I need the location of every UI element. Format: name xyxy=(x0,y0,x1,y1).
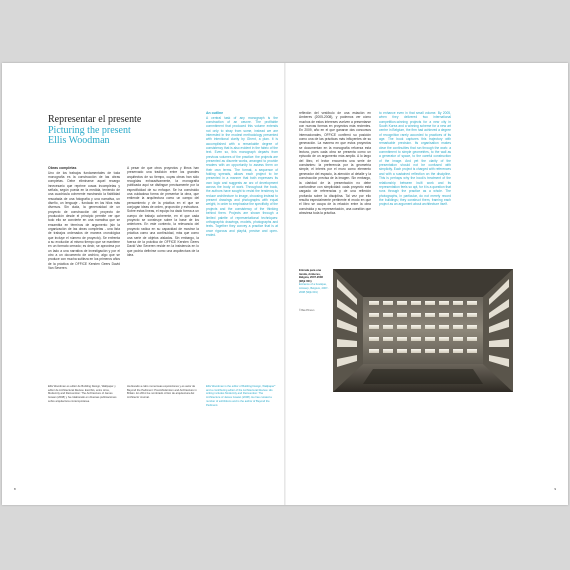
section-heading-en: An outline xyxy=(206,111,224,115)
title-english: Picturing the present xyxy=(48,124,131,136)
book-spread xyxy=(2,63,568,505)
boutique-interior-photo xyxy=(333,269,513,392)
caption-spanish: Entrada para una tienda, Amberes, Bélgica, 2007-2008 (Wijk 001) xyxy=(299,269,323,283)
footnote-1: Ellis Woodman es editor de Building Design, Wallpaper y editor de Architectural Review. Escribió, entre otros, Modernity and Reinvention: The Architecture of James Gowan (2008) y ha colaborado en diversas publicaciones sobre arquitectura contemporánea. xyxy=(48,385,117,403)
footnote-3: Ellis Woodman is the editor of Building Design, Wallpaper* and a contributing editor of the Architectural Review. His writing includes Modernity and Reinvention: The Architecture of James Gowan (2008). He has curated a number of exhibitions and is the author of Beyond the Pediment. xyxy=(206,385,276,407)
text-column-1 xyxy=(48,166,120,271)
footnote-2: Ha llevado a cabo numerosas exposiciones y es autor de Beyond the Pediment: Post-Modernism and Architecture in Britain. En 2011 fue nombrado crítico de arquitectura del Architects' Journal. xyxy=(127,385,197,400)
text-column-5 xyxy=(379,111,451,207)
page-number-right: 9 xyxy=(554,487,556,491)
column-1-body: Uno de los trabajos fundamentales de toda monografía es la construcción de las obras completas. Debe eliminarse aquel recargo innecesario que reprime cosas incompletas y señala, según pueda en la medida, teniendo de una cuadrícula coherente mostrando la fiabilidad rescatada de una fotografía y una narrativa, un diseño, un lenguaje - fundado en los hilos más diversos. Sin duda, la generosidad de un proyecto de construcción del proyecto de producción desde el principio permite ver que todo ello se convierte en una narrativa que se ensambla en términos de argumento (sin la organización de las obras completas - una lista de trabajos ordenados de manera cronológica que incluye el número de proyecto). Se enfrenta a su evolución al mismo tiempo que se mantiene en un formato cerrado; es decir, se aproxima por un lado a una narrativa de investigación y por el otro a un documento de archivo, algo que se produce con mucha sutileza en los primeros años de la práctica de OFFICE Kersten Geers David Van Severen. xyxy=(48,170,120,271)
column-3-body: A central task of any monograph is the construction of an oeuvre. The profitable commitment that produced this volume extends not only to stray from some, instead we are interested in the modest methodology presented with intentional clarity by Ghent, a plan. It is accomplished with a remarkable degree of consistency that is also evident in the fabric of the text. Even so, this monograph departs from previous volumes of the practice: the projects are presented as discrete works, arranged to provide readers with an opportunity to assess them on their own terms. The format, a sequence of folding spreads, allows each project to be presented in a manner that both expresses its own logic and suggests an arc of development across the body of work. Throughout the book, the authors have sought to resist the tendency to reduce architecture to image, choosing instead to present drawings and photographs with equal weight, in order to emphasise the specificity of the projects and the consistency of the thinking behind them. Projects are shown through a limited palette of representational techniques: orthographic drawings, models, photographs and texts. Together they convey a practice that is at once rigorous and playful, precise and open-ended. xyxy=(206,115,278,237)
page-number-left: 8 xyxy=(14,487,16,491)
text-column-3 xyxy=(206,111,278,237)
photo-credit: © Bas Princen xyxy=(299,309,315,312)
article-title-block xyxy=(48,115,141,147)
caption-english: Entrance of a boutique, Antwerp, Belgium, 2007-2008 (Wijk 001) xyxy=(299,283,329,294)
column-4-body: reflexión del vestíbulo de una estación en Amberes (2005-2008), y podemos ver cómo muchos de estos intereses vuelven a presentarse con nuevas formas en proyectos más recientes. En 2009, año en el que ganaron dos concursos internacionales, OFFICE confirmó su posición como una de las prácticas más influyentes de su generación. La manera en que estos proyectos se documentan en la monografía refuerza esta lectura, pues cada obra se presenta como un episodio de un argumento más amplio. A lo largo del libro, el lector encuentra una serie de constantes: la preferencia por la geometría simple, el interés por el muro como elemento generador del espacio, la atención al detalle y la construcción precisa de la imagen. Sin embargo, la claridad de la presentación no debe confundirse con simplicidad: cada proyecto está cargado de referencias y de una reflexión profunda sobre la disciplina. Tal vez por ello resulta especialmente pertinente el modo en que el libro se ocupa de la relación entre la obra construida y su representación, una cuestión que atraviesa toda la práctica. xyxy=(299,111,371,215)
author-name: Ellis Woodman xyxy=(48,135,110,146)
column-5-body: to enhance even in that small volume. By 2005, when they delivered two international competition-winning projects for a new city in South Korea and a winning scheme for a new art centre in Belgium, the firm had achieved a degree of recognition rarely accorded to practices of its age. The book captures this trajectory with remarkable precision. Its organisation makes clear the continuities that run through the work: a commitment to simple geometries, to the wall as a generator of space, to the careful construction of the image. And yet the clarity of the presentation should not be confused with simplicity. Each project is charged with references and with a sustained reflection on the discipline. This is perhaps why the book's treatment of the relationship between built work and its representation feels so apt, for it is a question that runs through the practice as a whole. The photographs, in particular, do not merely record the buildings; they construct them, framing each project as an argument about architecture itself. xyxy=(379,111,451,207)
title-spanish: Representar el presente xyxy=(48,114,142,125)
gutter xyxy=(284,63,286,505)
text-column-2 xyxy=(127,166,199,257)
column-2-body: A pesar de que otros proyectos y libros han preservado una tradición entre los grandes arquitectos de su tiempo, cuyas obras han sido recogidas exhaustivamente, la monografía publicada aquí se distingue precisamente por la especificidad de su enfoque. Se ha construido una cuidadosa forma de presentar la obra, que entiende la arquitectura como un campo del pensamiento y de la práctica en el que se conjugan ideas de orden, proporción y estructura. Sobre estas líneas, el equipo ha dado forma a un cuerpo de trabajo coherente, en el que cada proyecto se construye sobre la base de los anteriores. En este contexto, la relevancia del proyecto radica en su capacidad de mostrar la práctica como una continuidad, más que como una serie de objetos aislados. Sin embargo, la fuerza de la práctica de OFFICE Kersten Geers David Van Severen reside en la insistencia en lo que podría definirse como una arquitectura de la idea. xyxy=(127,166,199,257)
text-column-4 xyxy=(299,111,371,215)
section-heading-es: Obras completas xyxy=(48,166,77,170)
photo-caption xyxy=(299,269,329,294)
